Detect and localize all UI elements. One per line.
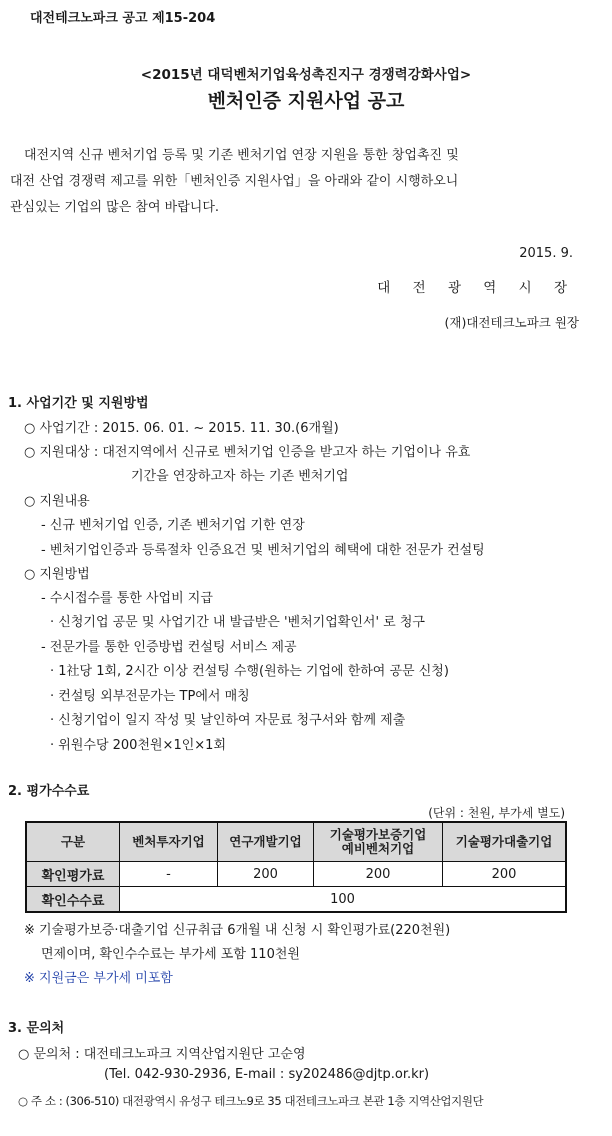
fee-note-cont: 면제이며, 확인수수료는 부가세 포함 110천원 <box>41 947 300 962</box>
intro-line: 대전 산업 경쟁력 제고를 위한「벤처인증 지원사업」을 아래와 같이 시행하오니 <box>10 174 459 189</box>
table-cell: 200 <box>443 862 567 887</box>
method-subitem: · 1社당 1회, 2시간 이상 컨설팅 수행(원하는 기업에 한하여 공문 신청) <box>50 664 449 679</box>
issuer-name: 대 전 광 역 시 장 <box>377 280 576 296</box>
item-period: ○ 사업기간 : 2015. 06. 01. ~ 2015. 11. 30.(6개월) <box>24 421 339 436</box>
table-header-row <box>26 822 566 862</box>
table-header: 구분 <box>26 822 120 862</box>
contact-person: ○ 문의처 : 대전테크노파크 지역산업지원단 고순영 <box>18 1047 306 1062</box>
table-header: 벤처투자기업 <box>120 822 218 862</box>
method-subitem: · 위원수당 200천원×1인×1회 <box>50 738 227 753</box>
table-cell: 200 <box>314 862 443 887</box>
table-header: 연구개발기업 <box>218 822 314 862</box>
fee-table <box>25 821 567 913</box>
fee-note-highlight: ※ 지원금은 부가세 미포함 <box>24 971 173 986</box>
method-subitem: · 신청기업이 일지 작성 및 날인하여 자문료 청구서와 함께 제출 <box>50 713 406 728</box>
table-header: 기술평가보증기업 예비벤처기업 <box>314 822 443 862</box>
method-item: - 수시접수를 통한 사업비 지급 <box>41 591 213 606</box>
fee-note: ※ 기술평가보증·대출기업 신규취급 6개월 내 신청 시 확인평가료(220천원) <box>24 923 451 938</box>
content-item: - 신규 벤처기업 인증, 기존 벤처기업 기한 연장 <box>41 518 305 533</box>
issuer-organization: (재)대전테크노파크 원장 <box>444 315 579 330</box>
section-heading-period: 1. 사업기간 및 지원방법 <box>8 396 149 411</box>
notice-subtitle: <2015년 대덕벤처기업육성촉진지구 경쟁력강화사업> <box>140 67 472 83</box>
table-cell: 200 <box>218 862 314 887</box>
section-heading-fee: 2. 평가수수료 <box>8 784 90 799</box>
table-cell: 확인평가료 <box>26 862 120 887</box>
item-method-heading: ○ 지원방법 <box>24 567 90 582</box>
table-row <box>26 887 566 913</box>
intro-line: 대전지역 신규 벤처기업 등록 및 기존 벤처기업 연장 지원을 통한 창업촉진 및 <box>24 148 459 163</box>
table-row <box>26 862 566 887</box>
method-subitem: · 신청기업 공문 및 사업기간 내 발급받은 '벤처기업확인서' 로 청구 <box>50 615 425 630</box>
item-target-cont: 기간을 연장하고자 하는 기존 벤처기업 <box>131 469 349 484</box>
intro-line: 관심있는 기업의 많은 참여 바랍니다. <box>10 200 220 215</box>
item-content-heading: ○ 지원내용 <box>24 494 90 509</box>
table-header: 기술평가대출기업 <box>443 822 567 862</box>
unit-note: (단위 : 천원, 부가세 별도) <box>428 806 565 820</box>
table-cell: 확인수수료 <box>26 887 120 913</box>
item-target: ○ 지원대상 : 대전지역에서 신규로 벤처기업 인증을 받고자 하는 기업이나 유효 <box>24 445 471 460</box>
notice-number: 대전테크노파크 공고 제15-204 <box>30 11 216 26</box>
notice-title: 벤처인증 지원사업 공고 <box>207 90 405 112</box>
intro-paragraph <box>10 143 600 221</box>
notice-date: 2015. 9. <box>519 246 573 261</box>
method-item: - 전문가를 통한 인증방법 컨설팅 서비스 제공 <box>41 640 297 655</box>
contact-address: ○ 주 소 : (306-510) 대전광역시 유성구 테크노9로 35 대전테크노파크 본관 1층 지역산업지원단 <box>18 1094 484 1108</box>
table-cell: - <box>120 862 218 887</box>
contact-details: (Tel. 042-930-2936, E-mail : sy202486@djtp.or.kr) <box>104 1067 430 1082</box>
section-heading-contact: 3. 문의처 <box>8 1021 65 1036</box>
content-item: - 벤처기업인증과 등록절차 인증요건 및 벤처기업의 혜택에 대한 전문가 컨설팅 <box>41 543 485 558</box>
table-cell: 100 <box>120 887 567 913</box>
method-subitem: · 컨설팅 외부전문가는 TP에서 매칭 <box>50 689 250 704</box>
